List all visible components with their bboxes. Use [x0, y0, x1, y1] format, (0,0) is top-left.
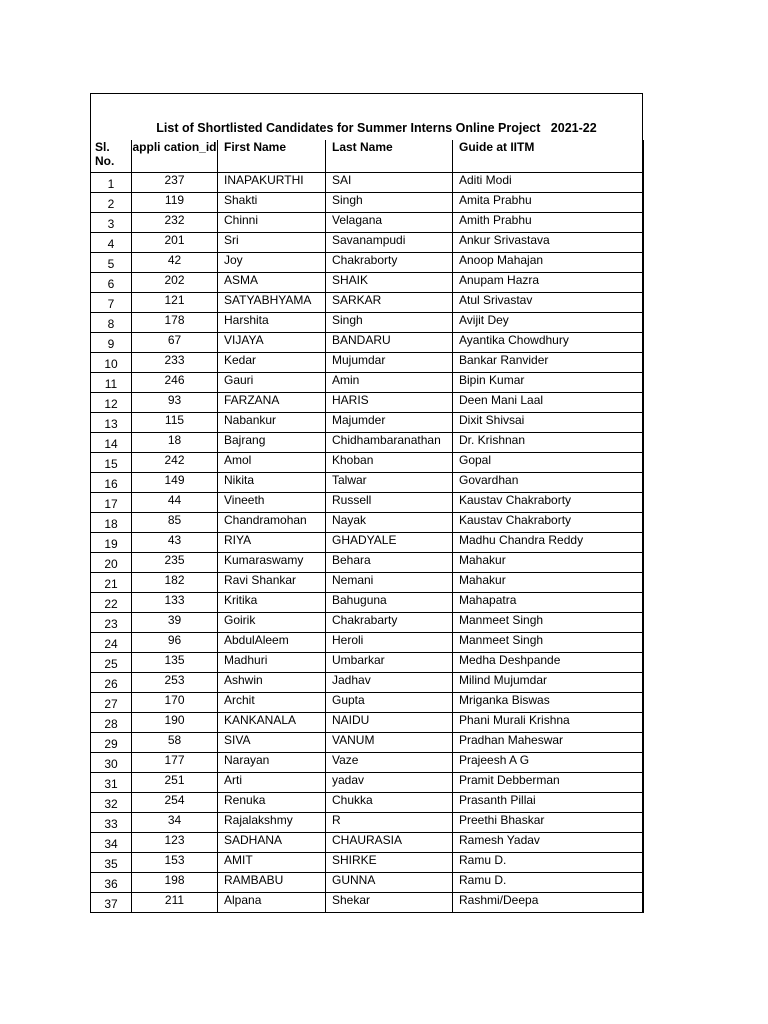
cell-sl-no: 13 — [91, 413, 132, 433]
cell-application-id: 39 — [132, 613, 218, 633]
cell-application-id: 119 — [132, 193, 218, 213]
cell-guide: Manmeet Singh — [453, 613, 644, 633]
table-header-row — [91, 140, 644, 173]
cell-sl-no: 4 — [91, 233, 132, 253]
cell-first-name: Amol — [218, 453, 326, 473]
table-row — [91, 693, 644, 713]
cell-guide: Pradhan Maheswar — [453, 733, 644, 753]
cell-last-name: Nayak — [326, 513, 453, 533]
cell-application-id: 85 — [132, 513, 218, 533]
cell-sl-no: 11 — [91, 373, 132, 393]
cell-sl-no: 20 — [91, 553, 132, 573]
cell-last-name: BANDARU — [326, 333, 453, 353]
cell-application-id: 232 — [132, 213, 218, 233]
table-row — [91, 593, 644, 613]
cell-guide: Kaustav Chakraborty — [453, 513, 644, 533]
cell-sl-no: 7 — [91, 293, 132, 313]
cell-application-id: 178 — [132, 313, 218, 333]
table-row — [91, 533, 644, 553]
cell-guide: Dixit Shivsai — [453, 413, 644, 433]
cell-sl-no: 32 — [91, 793, 132, 813]
cell-first-name: Arti — [218, 773, 326, 793]
cell-sl-no: 27 — [91, 693, 132, 713]
cell-guide: Mriganka Biswas — [453, 693, 644, 713]
cell-last-name: Chakraborty — [326, 253, 453, 273]
cell-last-name: VANUM — [326, 733, 453, 753]
cell-guide: Atul Srivastav — [453, 293, 644, 313]
cell-guide: Mahapatra — [453, 593, 644, 613]
cell-guide: Mahakur — [453, 573, 644, 593]
cell-last-name: Singh — [326, 313, 453, 333]
cell-first-name: Madhuri — [218, 653, 326, 673]
cell-guide: Medha Deshpande — [453, 653, 644, 673]
table-row — [91, 353, 644, 373]
cell-application-id: 201 — [132, 233, 218, 253]
cell-guide: Aditi Modi — [453, 173, 644, 193]
cell-first-name: Sri — [218, 233, 326, 253]
cell-last-name: Mujumdar — [326, 353, 453, 373]
cell-sl-no: 28 — [91, 713, 132, 733]
cell-application-id: 58 — [132, 733, 218, 753]
table-row — [91, 193, 644, 213]
cell-first-name: Goirik — [218, 613, 326, 633]
cell-first-name: INAPAKURTHI — [218, 173, 326, 193]
table-row — [91, 553, 644, 573]
table-row — [91, 373, 644, 393]
cell-sl-no: 26 — [91, 673, 132, 693]
cell-last-name: SHAIK — [326, 273, 453, 293]
cell-first-name: RAMBABU — [218, 873, 326, 893]
cell-sl-no: 2 — [91, 193, 132, 213]
cell-sl-no: 18 — [91, 513, 132, 533]
cell-last-name: SHIRKE — [326, 853, 453, 873]
cell-first-name: Harshita — [218, 313, 326, 333]
table-row — [91, 833, 644, 853]
cell-application-id: 246 — [132, 373, 218, 393]
cell-first-name: VIJAYA — [218, 333, 326, 353]
cell-sl-no: 25 — [91, 653, 132, 673]
cell-guide: Madhu Chandra Reddy — [453, 533, 644, 553]
cell-guide: Prajeesh A G — [453, 753, 644, 773]
cell-guide: Bipin Kumar — [453, 373, 644, 393]
cell-last-name: Behara — [326, 553, 453, 573]
cell-sl-no: 12 — [91, 393, 132, 413]
cell-sl-no: 15 — [91, 453, 132, 473]
document-sheet — [90, 93, 643, 913]
cell-last-name: Talwar — [326, 473, 453, 493]
cell-last-name: Gupta — [326, 693, 453, 713]
cell-first-name: Renuka — [218, 793, 326, 813]
cell-application-id: 233 — [132, 353, 218, 373]
cell-application-id: 198 — [132, 873, 218, 893]
cell-sl-no: 5 — [91, 253, 132, 273]
cell-first-name: Narayan — [218, 753, 326, 773]
cell-first-name: Alpana — [218, 893, 326, 913]
cell-application-id: 123 — [132, 833, 218, 853]
table-row — [91, 513, 644, 533]
cell-first-name: Gauri — [218, 373, 326, 393]
table-body — [91, 173, 644, 913]
cell-application-id: 237 — [132, 173, 218, 193]
cell-last-name: Savanampudi — [326, 233, 453, 253]
cell-last-name: SARKAR — [326, 293, 453, 313]
table-row — [91, 293, 644, 313]
cell-sl-no: 17 — [91, 493, 132, 513]
cell-first-name: Archit — [218, 693, 326, 713]
table-row — [91, 333, 644, 353]
cell-application-id: 211 — [132, 893, 218, 913]
cell-guide: Ayantika Chowdhury — [453, 333, 644, 353]
table-row — [91, 313, 644, 333]
cell-sl-no: 22 — [91, 593, 132, 613]
cell-application-id: 235 — [132, 553, 218, 573]
header-sl-no: Sl. No. — [91, 140, 132, 173]
cell-sl-no: 1 — [91, 173, 132, 193]
cell-sl-no: 37 — [91, 893, 132, 913]
cell-application-id: 202 — [132, 273, 218, 293]
table-row — [91, 873, 644, 893]
cell-guide: Avijit Dey — [453, 313, 644, 333]
cell-sl-no: 34 — [91, 833, 132, 853]
cell-last-name: R — [326, 813, 453, 833]
table-row — [91, 273, 644, 293]
cell-guide: Prasanth Pillai — [453, 793, 644, 813]
table-row — [91, 473, 644, 493]
cell-first-name: Ashwin — [218, 673, 326, 693]
cell-first-name: RIYA — [218, 533, 326, 553]
table-row — [91, 233, 644, 253]
cell-first-name: Nabankur — [218, 413, 326, 433]
cell-first-name: Chinni — [218, 213, 326, 233]
cell-guide: Amith Prabhu — [453, 213, 644, 233]
cell-sl-no: 31 — [91, 773, 132, 793]
table-row — [91, 393, 644, 413]
table-row — [91, 573, 644, 593]
table-row — [91, 413, 644, 433]
cell-last-name: GHADYALE — [326, 533, 453, 553]
cell-application-id: 121 — [132, 293, 218, 313]
table-row — [91, 733, 644, 753]
cell-guide: Ankur Srivastava — [453, 233, 644, 253]
header-last-name: Last Name — [326, 140, 453, 173]
table-row — [91, 653, 644, 673]
header-first-name: First Name — [218, 140, 326, 173]
cell-sl-no: 10 — [91, 353, 132, 373]
cell-first-name: ASMA — [218, 273, 326, 293]
cell-application-id: 42 — [132, 253, 218, 273]
cell-sl-no: 8 — [91, 313, 132, 333]
cell-first-name: SIVA — [218, 733, 326, 753]
cell-first-name: Vineeth — [218, 493, 326, 513]
cell-application-id: 96 — [132, 633, 218, 653]
cell-first-name: Rajalakshmy — [218, 813, 326, 833]
cell-guide: Bankar Ranvider — [453, 353, 644, 373]
cell-sl-no: 19 — [91, 533, 132, 553]
cell-last-name: Russell — [326, 493, 453, 513]
cell-application-id: 18 — [132, 433, 218, 453]
table-row — [91, 713, 644, 733]
cell-application-id: 135 — [132, 653, 218, 673]
cell-guide: Mahakur — [453, 553, 644, 573]
cell-guide: Anupam Hazra — [453, 273, 644, 293]
cell-guide: Manmeet Singh — [453, 633, 644, 653]
cell-last-name: Singh — [326, 193, 453, 213]
cell-last-name: CHAURASIA — [326, 833, 453, 853]
cell-last-name: yadav — [326, 773, 453, 793]
cell-guide: Gopal — [453, 453, 644, 473]
cell-guide: Ramesh Yadav — [453, 833, 644, 853]
cell-first-name: AMIT — [218, 853, 326, 873]
cell-sl-no: 24 — [91, 633, 132, 653]
cell-last-name: Khoban — [326, 453, 453, 473]
table-row — [91, 453, 644, 473]
cell-last-name: NAIDU — [326, 713, 453, 733]
document-title: List of Shortlisted Candidates for Summer Interns Online Project 2021-22 — [156, 121, 597, 135]
cell-application-id: 153 — [132, 853, 218, 873]
cell-sl-no: 3 — [91, 213, 132, 233]
cell-first-name: SATYABHYAMA — [218, 293, 326, 313]
cell-application-id: 170 — [132, 693, 218, 713]
cell-sl-no: 29 — [91, 733, 132, 753]
cell-guide: Ramu D. — [453, 853, 644, 873]
table-row — [91, 753, 644, 773]
cell-first-name: AbdulAleem — [218, 633, 326, 653]
cell-sl-no: 33 — [91, 813, 132, 833]
cell-application-id: 253 — [132, 673, 218, 693]
cell-application-id: 254 — [132, 793, 218, 813]
cell-application-id: 43 — [132, 533, 218, 553]
cell-application-id: 115 — [132, 413, 218, 433]
header-guide: Guide at IITM — [453, 140, 644, 173]
table-row — [91, 433, 644, 453]
cell-first-name: Kumaraswamy — [218, 553, 326, 573]
cell-guide: Kaustav Chakraborty — [453, 493, 644, 513]
cell-first-name: Shakti — [218, 193, 326, 213]
cell-last-name: Chukka — [326, 793, 453, 813]
cell-first-name: Ravi Shankar — [218, 573, 326, 593]
cell-guide: Phani Murali Krishna — [453, 713, 644, 733]
cell-application-id: 149 — [132, 473, 218, 493]
cell-application-id: 133 — [132, 593, 218, 613]
cell-sl-no: 35 — [91, 853, 132, 873]
cell-first-name: Bajrang — [218, 433, 326, 453]
cell-sl-no: 30 — [91, 753, 132, 773]
table-row — [91, 173, 644, 193]
cell-first-name: Kedar — [218, 353, 326, 373]
cell-application-id: 67 — [132, 333, 218, 353]
candidates-table — [90, 140, 644, 913]
cell-sl-no: 23 — [91, 613, 132, 633]
cell-sl-no: 6 — [91, 273, 132, 293]
cell-first-name: SADHANA — [218, 833, 326, 853]
cell-sl-no: 36 — [91, 873, 132, 893]
cell-last-name: Umbarkar — [326, 653, 453, 673]
table-row — [91, 813, 644, 833]
cell-guide: Rashmi/Deepa — [453, 893, 644, 913]
cell-last-name: Bahuguna — [326, 593, 453, 613]
cell-last-name: Velagana — [326, 213, 453, 233]
table-row — [91, 493, 644, 513]
cell-sl-no: 21 — [91, 573, 132, 593]
cell-application-id: 44 — [132, 493, 218, 513]
cell-guide: Deen Mani Laal — [453, 393, 644, 413]
cell-last-name: GUNNA — [326, 873, 453, 893]
table-row — [91, 213, 644, 233]
cell-last-name: SAI — [326, 173, 453, 193]
table-row — [91, 773, 644, 793]
header-application-id: appli cation_id — [132, 140, 218, 173]
cell-last-name: Vaze — [326, 753, 453, 773]
cell-first-name: FARZANA — [218, 393, 326, 413]
cell-guide: Pramit Debberman — [453, 773, 644, 793]
cell-last-name: HARIS — [326, 393, 453, 413]
cell-first-name: Chandramohan — [218, 513, 326, 533]
cell-application-id: 34 — [132, 813, 218, 833]
cell-first-name: KANKANALA — [218, 713, 326, 733]
cell-guide: Dr. Krishnan — [453, 433, 644, 453]
cell-first-name: Nikita — [218, 473, 326, 493]
cell-last-name: Nemani — [326, 573, 453, 593]
cell-guide: Ramu D. — [453, 873, 644, 893]
table-row — [91, 253, 644, 273]
cell-last-name: Heroli — [326, 633, 453, 653]
cell-application-id: 190 — [132, 713, 218, 733]
table-row — [91, 793, 644, 813]
cell-last-name: Shekar — [326, 893, 453, 913]
table-row — [91, 853, 644, 873]
cell-sl-no: 16 — [91, 473, 132, 493]
cell-application-id: 93 — [132, 393, 218, 413]
cell-guide: Amita Prabhu — [453, 193, 644, 213]
cell-application-id: 177 — [132, 753, 218, 773]
cell-guide: Milind Mujumdar — [453, 673, 644, 693]
table-row — [91, 613, 644, 633]
cell-first-name: Joy — [218, 253, 326, 273]
cell-last-name: Majumder — [326, 413, 453, 433]
cell-last-name: Jadhav — [326, 673, 453, 693]
cell-guide: Govardhan — [453, 473, 644, 493]
cell-sl-no: 9 — [91, 333, 132, 353]
cell-last-name: Chidhambaranathan — [326, 433, 453, 453]
cell-last-name: Amin — [326, 373, 453, 393]
cell-application-id: 182 — [132, 573, 218, 593]
cell-last-name: Chakrabarty — [326, 613, 453, 633]
table-row — [91, 633, 644, 653]
table-row — [91, 673, 644, 693]
cell-application-id: 251 — [132, 773, 218, 793]
cell-sl-no: 14 — [91, 433, 132, 453]
cell-guide: Anoop Mahajan — [453, 253, 644, 273]
cell-guide: Preethi Bhaskar — [453, 813, 644, 833]
table-row — [91, 893, 644, 913]
cell-application-id: 242 — [132, 453, 218, 473]
cell-first-name: Kritika — [218, 593, 326, 613]
